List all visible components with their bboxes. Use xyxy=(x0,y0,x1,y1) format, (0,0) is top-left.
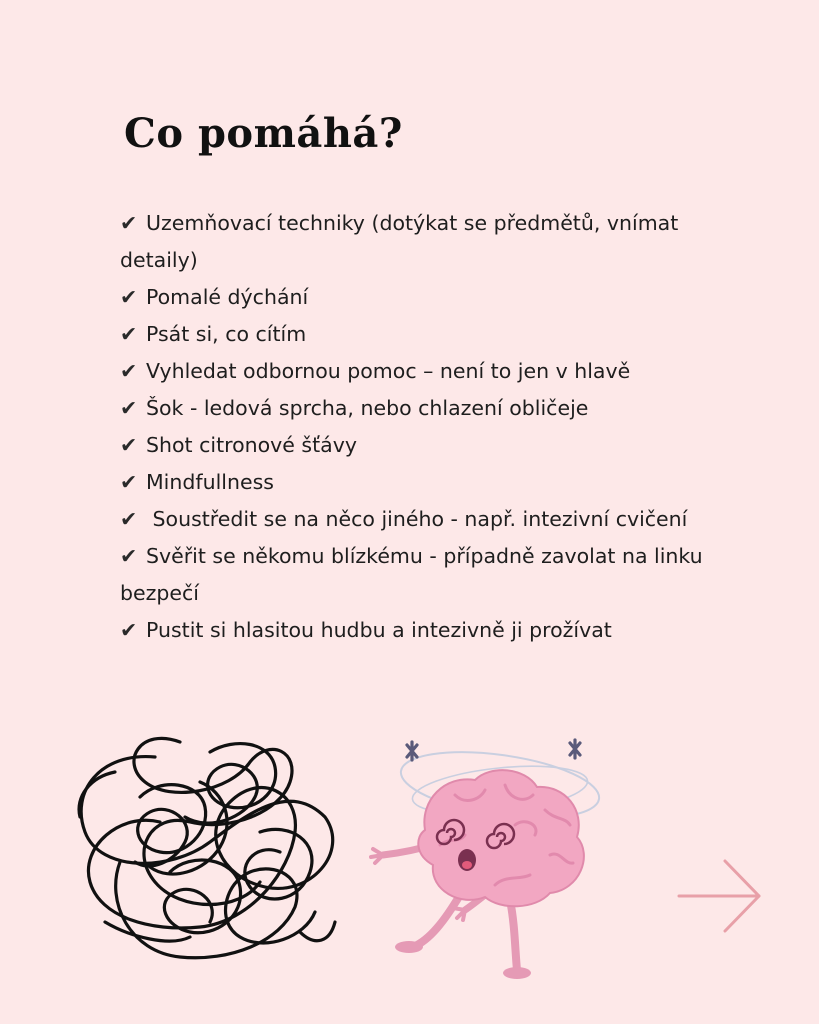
check-icon: ✔ xyxy=(120,507,138,531)
list-item xyxy=(120,353,730,390)
list-item-text: Soustředit se na něco jiného - např. intezivní cvičení xyxy=(146,507,688,531)
list-item-text: Pustit si hlasitou hudbu a intezivně ji prožívat xyxy=(146,618,612,642)
list-item xyxy=(120,390,730,427)
check-icon: ✔ xyxy=(120,470,138,494)
dizzy-brain-icon xyxy=(365,725,610,985)
list-item xyxy=(120,501,730,538)
tips-list xyxy=(120,205,730,649)
list-item-text: Svěřit se někomu blízkému - případně zavolat na linku bezpečí xyxy=(120,544,703,605)
list-item-text: Mindfullness xyxy=(146,470,274,494)
page-title: Co pomáhá? xyxy=(124,110,403,157)
list-item xyxy=(120,205,730,279)
list-item xyxy=(120,464,730,501)
check-icon: ✔ xyxy=(120,618,138,642)
list-item-text: Shot citronové šťávy xyxy=(146,433,357,457)
check-icon: ✔ xyxy=(120,322,138,346)
check-icon: ✔ xyxy=(120,211,138,235)
list-item xyxy=(120,612,730,649)
check-icon: ✔ xyxy=(120,285,138,309)
check-icon: ✔ xyxy=(120,544,138,568)
check-icon: ✔ xyxy=(120,433,138,457)
check-icon: ✔ xyxy=(120,359,138,383)
tangled-scribble-icon xyxy=(60,722,345,972)
list-item xyxy=(120,279,730,316)
list-item-text: Pomalé dýchání xyxy=(146,285,309,309)
arrow-right-icon[interactable] xyxy=(675,855,765,937)
list-item xyxy=(120,427,730,464)
list-item-text: Šok - ledová sprcha, nebo chlazení obličeje xyxy=(146,396,589,420)
list-item-text: Psát si, co cítím xyxy=(146,322,307,346)
list-item-text: Uzemňovací techniky (dotýkat se předmětů, vnímat detaily) xyxy=(120,211,679,272)
list-item xyxy=(120,538,730,612)
check-icon: ✔ xyxy=(120,396,138,420)
list-item xyxy=(120,316,730,353)
list-item-text: Vyhledat odbornou pomoc – není to jen v hlavě xyxy=(146,359,631,383)
